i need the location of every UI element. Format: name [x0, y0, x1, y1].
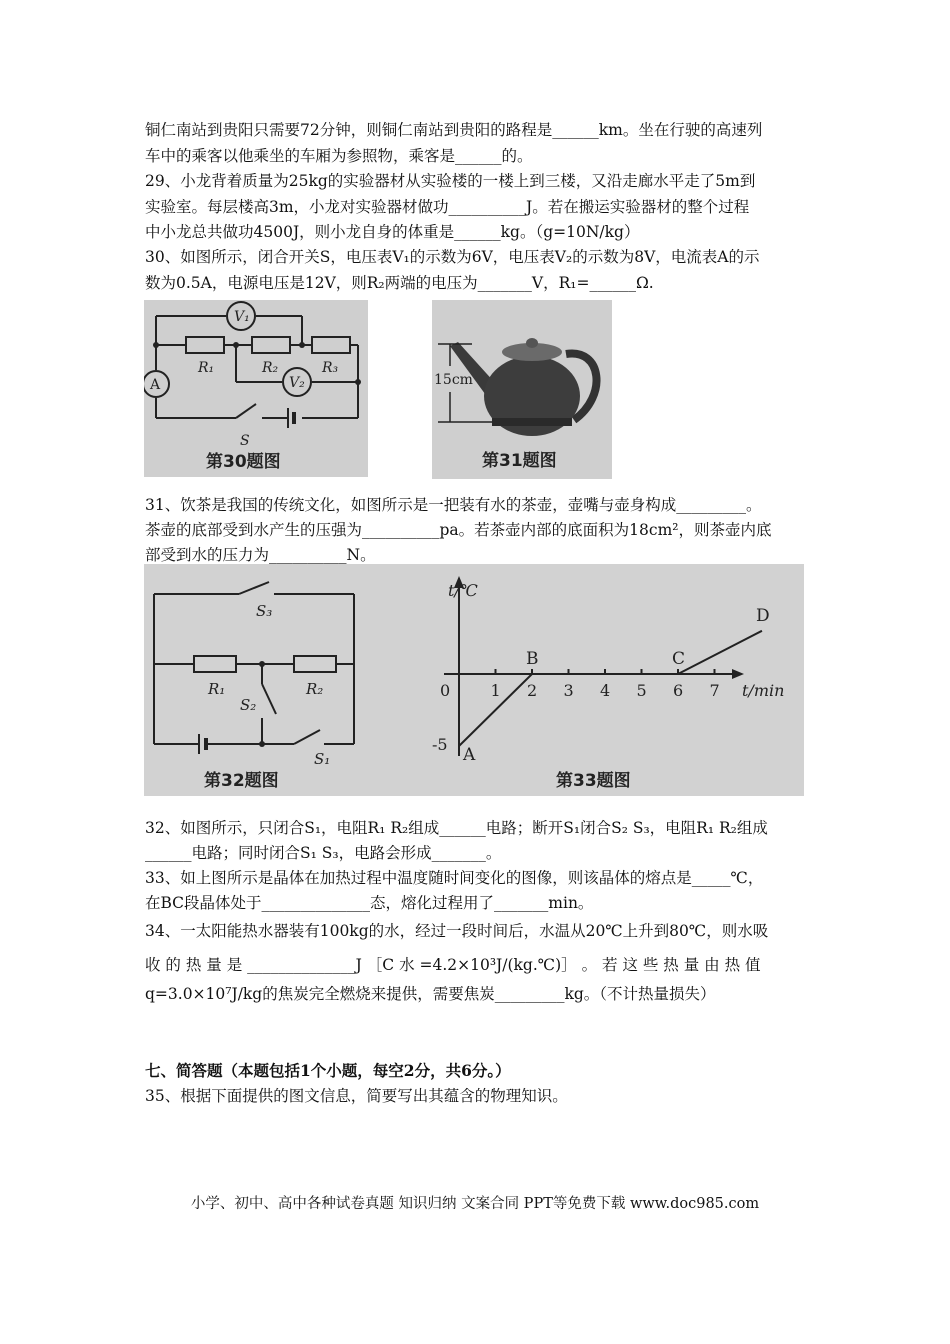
point-label-b: B	[526, 649, 539, 669]
question-31-line-2: 茶壶的底部受到水产生的压强为__________pa。若茶壶内部的底面积为18cm²，则茶壶内底	[145, 521, 772, 539]
question-34-line-1: 34、一太阳能热水器装有100kg的水，经过一段时间后，水温从20℃上升到80℃，则水吸	[145, 922, 769, 940]
x-tick-label: 6	[673, 681, 684, 700]
label-15cm: 15cm	[434, 372, 473, 388]
label-s1: S₁	[314, 750, 331, 768]
question-33-line-2: 在BC段晶体处于______________态，熔化过程用了_______min。	[145, 894, 594, 912]
y-axis-label: t/℃	[448, 581, 478, 600]
question-34-line-2: 收 的 热 量 是 ______________J ［C 水 =4.2×10³J/(kg.℃)］ 。 若 这 些 热 量 由 热 值	[145, 956, 761, 974]
label-v2: V₂	[289, 375, 305, 391]
question-32-line-2: ______电路；同时闭合S₁ S₃，电路会形成_______。	[145, 844, 502, 862]
x-tick-label: 2	[527, 681, 538, 700]
point-label-d: D	[755, 605, 770, 626]
question-30-line-1: 30、如图所示，闭合开关S，电压表V₁的示数为6V，电压表V₂的示数为8V，电流表A的示	[145, 248, 760, 266]
origin-label: 0	[440, 681, 451, 700]
question-31-line-1: 31、饮茶是我国的传统文化，如图所示是一把装有水的茶壶，壶嘴与壶身构成_________。	[145, 496, 762, 514]
label-r2: R₂	[262, 360, 279, 376]
question-34-line-3: q=3.0×10⁷J/kg的焦炭完全燃烧来提供，需要焦炭_________kg。（不计热量损失）	[145, 985, 716, 1003]
text-line-1: 铜仁南站到贵阳只需要72分钟，则铜仁南站到贵阳的路程是______km。坐在行驶的高速列	[145, 121, 763, 139]
x-tick-label: 4	[600, 681, 611, 700]
x-tick-label: 1	[490, 681, 501, 700]
question-29-line-2: 实验室。每层楼高3m，小龙对实验器材做功__________J。若在搬运实验器材的整个过程	[145, 198, 750, 216]
x-axis-label: t/min	[742, 681, 785, 700]
figure-30-circuit	[144, 300, 368, 477]
question-35: 35、根据下面提供的图文信息，简要写出其蕴含的物理知识。	[145, 1087, 568, 1105]
question-33-line-1: 33、如上图所示是晶体在加热过程中温度随时间变化的图像，则该晶体的熔点是_____℃，	[145, 869, 764, 887]
x-tick-label: 7	[709, 681, 720, 700]
label-r1-fig32: R₁	[208, 680, 226, 698]
figures-32-33	[144, 564, 804, 796]
label-switch: S	[240, 433, 250, 449]
question-30-line-2: 数为0.5A，电源电压是12V，则R₂两端的电压为_______V，R₁=______Ω.	[145, 274, 654, 292]
figure-31-teapot	[432, 300, 612, 479]
y-tick-label: -5	[432, 735, 448, 754]
question-29-line-3: 中小龙总共做功4500J，则小龙自身的体重是______kg。（g=10N/kg）	[145, 223, 640, 241]
point-label-a: A	[463, 745, 476, 765]
question-31-line-3: 部受到水的压力为__________N。	[145, 546, 376, 564]
label-r3: R₃	[322, 360, 339, 376]
label-s2: S₂	[240, 696, 257, 714]
x-tick-label: 3	[563, 681, 574, 700]
footer: 小学、初中、高中各种试卷真题 知识归纳 文案合同 PPT等免费下载 www.doc985.com	[190, 1196, 760, 1212]
label-r2-fig32: R₂	[306, 680, 324, 698]
text-line-2: 车中的乘客以他乘坐的车厢为参照物，乘客是______的。	[145, 147, 533, 165]
x-tick-label: 5	[636, 681, 647, 700]
figure-31-caption: 第31题图	[482, 451, 557, 471]
point-label-c: C	[672, 649, 686, 669]
figure-33-caption: 第33题图	[556, 771, 631, 791]
section-title: 七、简答题（本题包括1个小题，每空2分，共6分。）	[145, 1061, 511, 1080]
label-s3: S₃	[256, 602, 273, 620]
label-r1: R₁	[198, 360, 215, 376]
question-32-line-1: 32、如图所示，只闭合S₁，电阻R₁ R₂组成______电路；断开S₁闭合S₂ S₃，电阻R₁ R₂组成	[145, 819, 768, 837]
label-ammeter: A	[150, 377, 161, 393]
figure-32-caption: 第32题图	[204, 771, 279, 791]
figure-33-graph	[432, 576, 784, 765]
figure-30-caption: 第30题图	[206, 452, 281, 472]
question-29-line-1: 29、小龙背着质量为25kg的实验器材从实验楼的一楼上到三楼，又沿走廊水平走了5m到	[145, 172, 756, 190]
label-v1: V₁	[234, 309, 250, 325]
